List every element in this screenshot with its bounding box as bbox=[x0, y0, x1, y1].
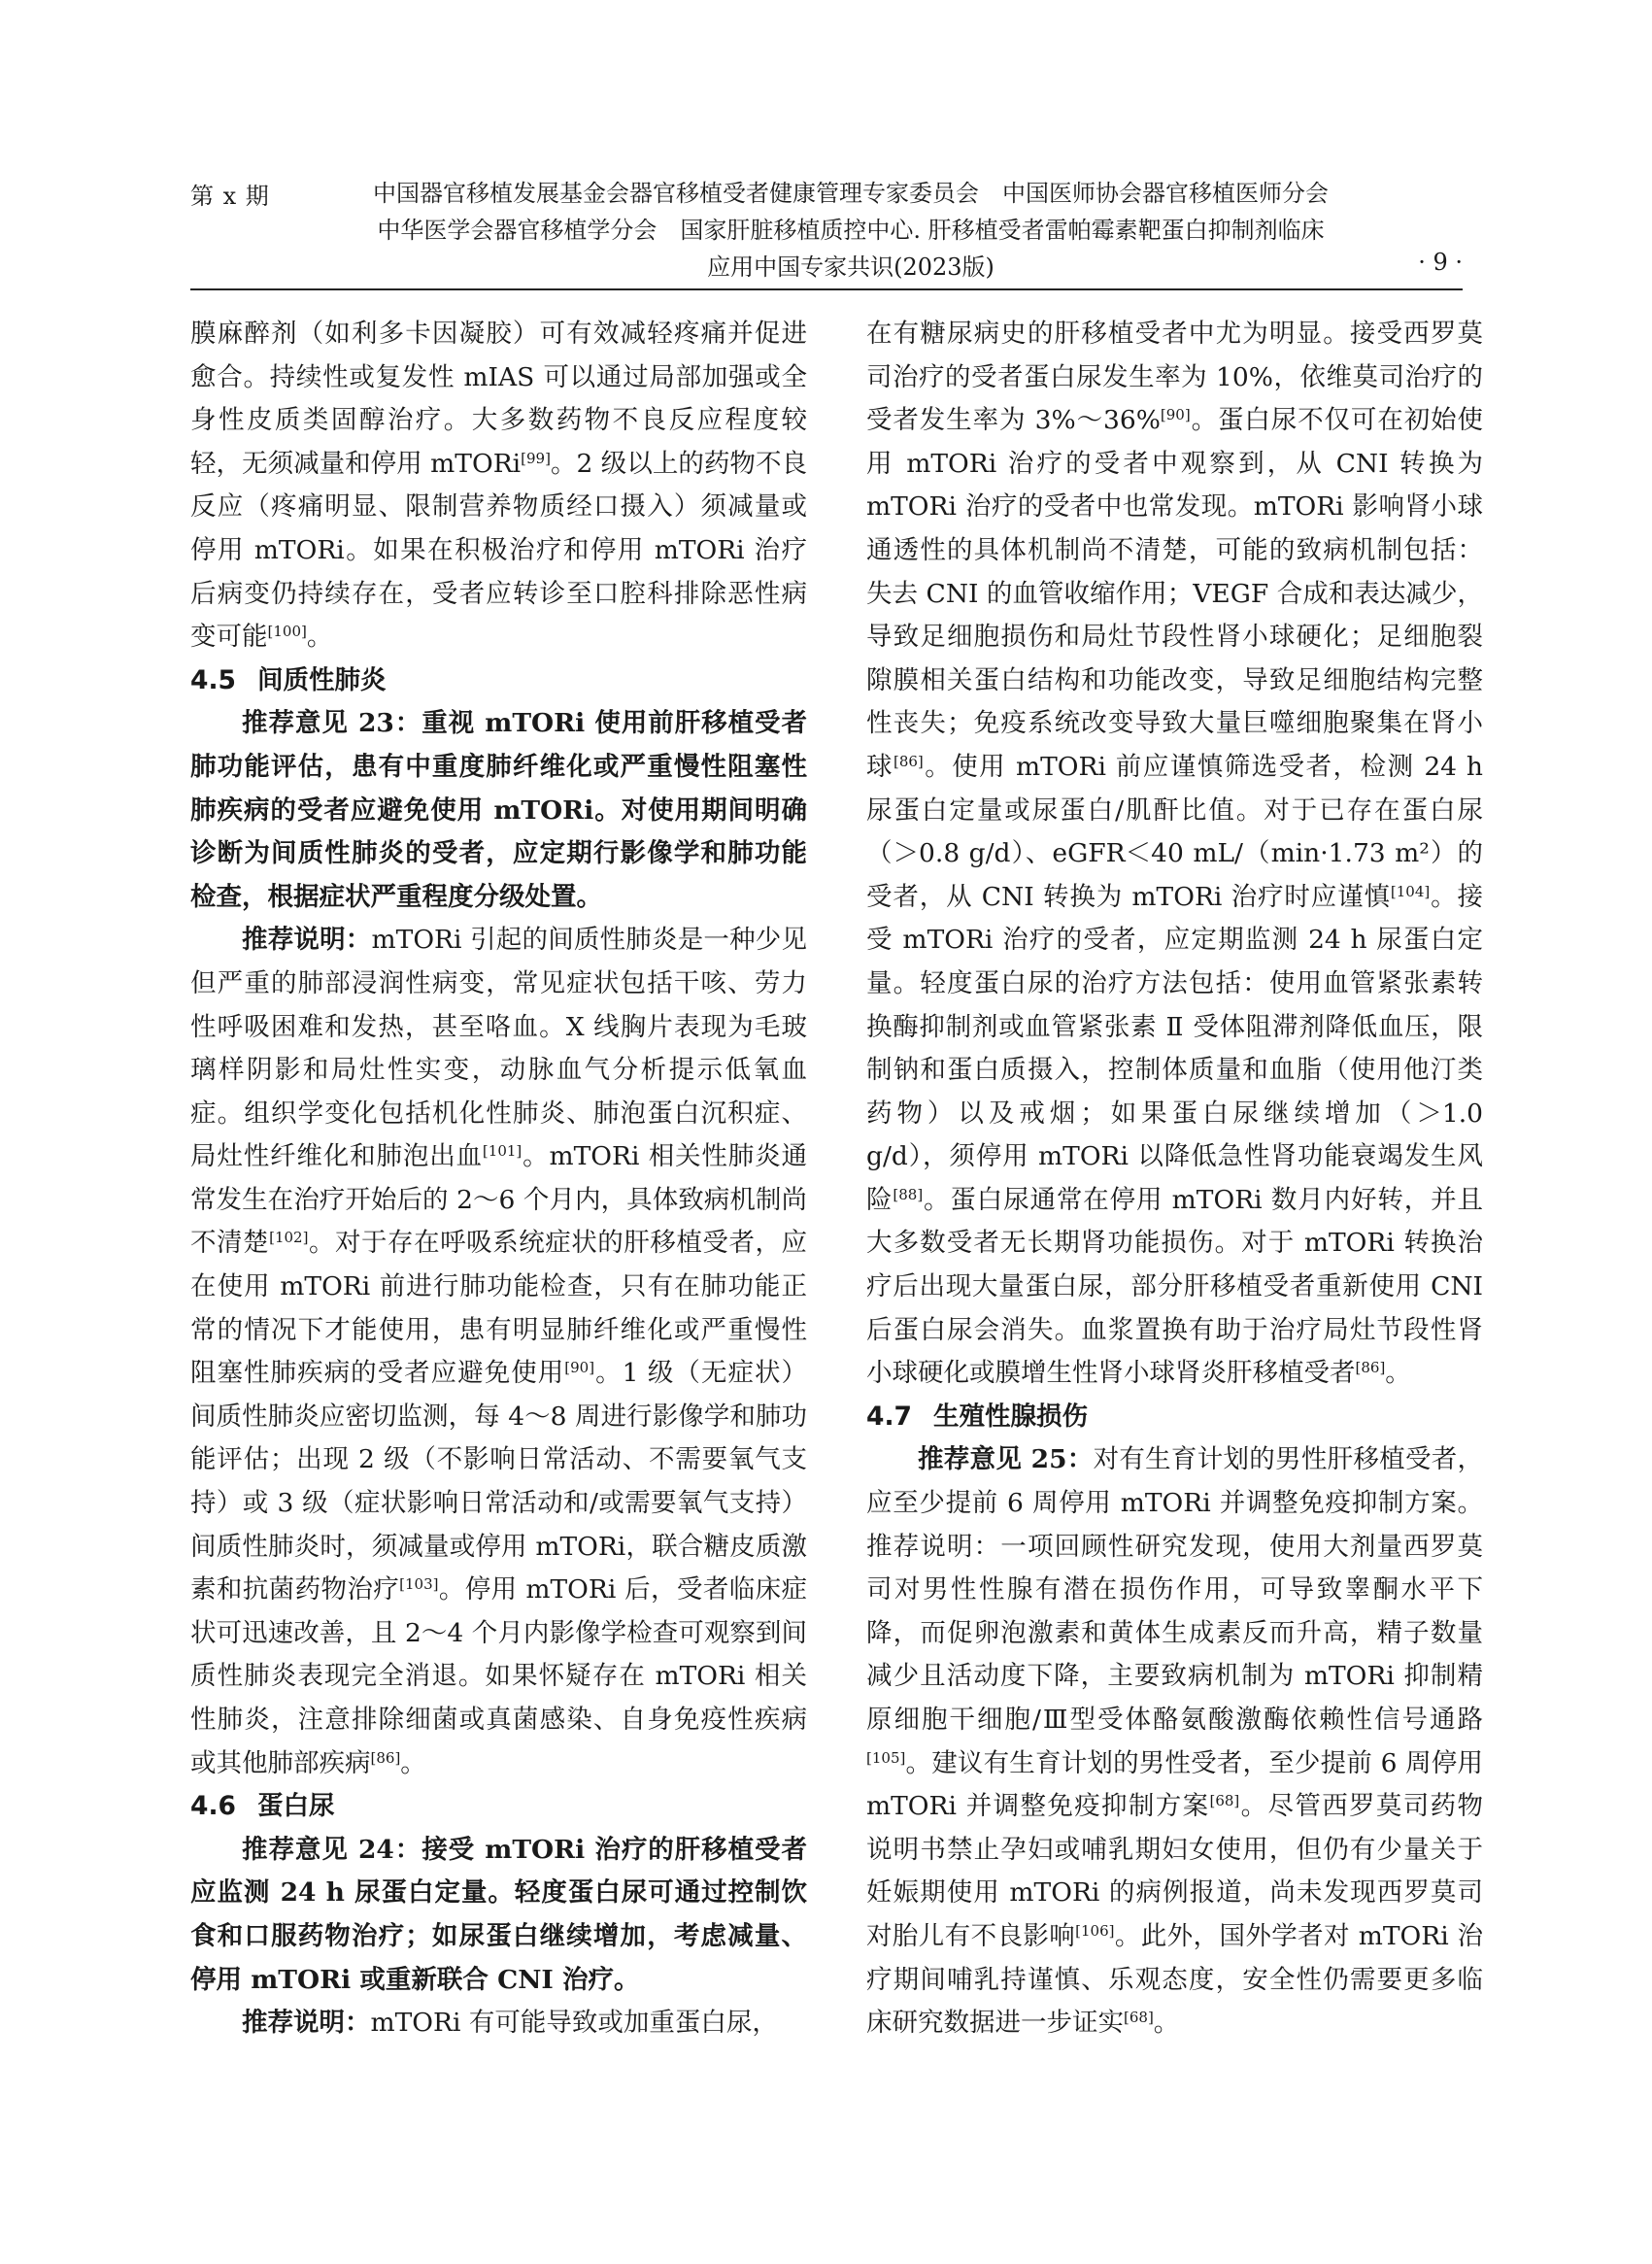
body-text: 。蛋白尿通常在停用 mTORi 数月内好转，并且大多数受者无长期肾功能损伤。对于 mTORi 转换治疗后出现大量蛋白尿，部分肝移植受者重新使用 CNI 后蛋白尿会消失。血浆置换有助于治疗局灶节段性肾小球硬化或膜增生性肾小球肾炎肝移植受者 bbox=[866, 1184, 1483, 1389]
body-text: 。此外，国外学者对 mTORi 治疗期间哺乳持谨慎、乐观态度，安全性仍需要更多临床研究数据进一步证实 bbox=[866, 1920, 1483, 2039]
body-text: 。接受 mTORi 治疗的受者，应定期监测 24 h 尿蛋白定量。轻度蛋白尿的治疗方法包括：使用血管紧张素转换酶抑制剂或血管紧张素 Ⅱ 受体阻滞剂降低血压，限制钠和蛋白质摄入，控制体质量和血脂（使用他汀类药物）以及戒烟；如果蛋白尿继续增加（＞1.0 g/d），须停用 mTORi 以降低急性肾功能衰竭发生风险 bbox=[866, 881, 1483, 1215]
section-heading-4-6 bbox=[190, 1785, 807, 1829]
body-text: 。mTORi 相关性肺炎通常发生在治疗开始后的 2～6 个月内，具体致病机制尚不清楚 bbox=[190, 1141, 807, 1259]
running-title-line-3: 应用中国专家共识(2023版) bbox=[707, 253, 995, 281]
citation-ref: [86] bbox=[370, 1748, 401, 1767]
right-column bbox=[866, 313, 1483, 2045]
citation-ref: [90] bbox=[564, 1359, 595, 1377]
recommendation-25 bbox=[866, 1438, 1483, 2044]
body-text: 膜麻醉剂（如利多卡因凝胶）可有效减轻疼痛并促进愈合。持续性或复发性 mIAS 可以通过局部加强或全身性皮质类固醇治疗。大多数药物不良反应程度较轻，无须减量和停用 mTORi bbox=[190, 319, 807, 479]
citation-ref: [68] bbox=[1124, 2009, 1154, 2027]
section-number: 4.5 bbox=[190, 664, 236, 695]
recommendation-24 bbox=[190, 1829, 807, 2002]
citation-ref: [104] bbox=[1390, 882, 1431, 900]
recommendation-23 bbox=[190, 702, 807, 919]
recommendation-label: 推荐意见 23： bbox=[242, 708, 422, 739]
running-title-line-2: 中华医学会器官移植学分会 国家肝脏移植质控中心. 肝移植受者雷帕霉素靶蛋白抑制剂临床 bbox=[377, 217, 1325, 244]
section-heading-4-5 bbox=[190, 659, 807, 703]
citation-ref: [105] bbox=[866, 1748, 906, 1767]
body-text: mTORi 有可能导致或加重蛋白尿， bbox=[370, 2008, 778, 2039]
body-text: 。使用 mTORi 前应谨慎筛选受者，检测 24 h 尿蛋白定量或尿蛋白/肌酐比值。对于已存在蛋白尿（＞0.8 g/d）、eGFR＜40 mL/（min·1.73 m²）的受者，从 CNI 转换为 mTORi 治疗时应谨慎 bbox=[866, 751, 1483, 912]
page-number: · 9 · bbox=[1418, 249, 1463, 276]
paragraph-continued bbox=[190, 313, 807, 659]
section-heading-4-7 bbox=[866, 1396, 1483, 1439]
citation-ref: [68] bbox=[1209, 1792, 1240, 1810]
citation-ref: [100] bbox=[267, 623, 307, 641]
body-text: 在有糖尿病史的肝移植受者中尤为明显。接受西罗莫司治疗的受者蛋白尿发生率为 10%，依维莫司治疗的受者发生率为 3%～36% bbox=[866, 319, 1483, 436]
body-text: 。2 级以上的药物不良反应（疼痛明显、限制营养物质经口摄入）须减量或停用 mTORi。如果在积极治疗和停用 mTORi 治疗后病变仍持续存在，受者应转诊至口腔科排除恶性病变可能 bbox=[190, 448, 807, 653]
explanation-label: 推荐说明： bbox=[242, 925, 372, 956]
recommendation-label: 推荐意见 25： bbox=[918, 1444, 1094, 1475]
citation-ref: [86] bbox=[893, 752, 924, 770]
body-text: 。尽管西罗莫司药物说明书禁止孕妇或哺乳期妇女使用，但仍有少量关于妊娠期使用 mTORi 的病例报道，尚未发现西罗莫司对胎儿有不良影响 bbox=[866, 1791, 1483, 1951]
running-title bbox=[346, 175, 1356, 286]
explanation-23 bbox=[190, 919, 807, 1785]
body-text: 。1 级（无症状）间质性肺炎应密切监测，每 4～8 周进行影像学和肺功能评估；出现 2 级（不影响日常活动、不需要氧气支持）或 3 级（症状影响日常活动和/或需要氧气支持）间质性肺炎时，须减量或停用 mTORi，联合糖皮质激素和抗菌药物治疗 bbox=[190, 1358, 807, 1605]
body-text: mTORi 引起的间质性肺炎是一种少见但严重的肺部浸润性病变，常见症状包括干咳、劳力性呼吸困难和发热，甚至咯血。X 线胸片表现为毛玻璃样阴影和局灶性实变，动脉血气分析提示低氧血症。组织学变化包括机化性肺炎、肺泡蛋白沉积症、局灶性纤维化和肺泡出血 bbox=[190, 925, 808, 1172]
body-text: 。停用 mTORi 后，受者临床症状可迅速改善，且 2～4 个月内影像学检查可观察到间质性肺炎表现完全消退。如果怀疑存在 mTORi 相关性肺炎，注意排除细菌或真菌感染、自身免疫性疾病或其他肺部疾病 bbox=[190, 1574, 807, 1778]
citation-ref: [90] bbox=[1160, 406, 1191, 424]
recommendation-label: 推荐意见 24： bbox=[242, 1834, 422, 1865]
section-number: 4.7 bbox=[866, 1401, 912, 1432]
section-title: 生殖性腺损伤 bbox=[932, 1401, 1088, 1432]
left-column bbox=[190, 313, 807, 2045]
recommendation-text: 重视 mTORi 使用前肝移植受者肺功能评估，患有中重度肺纤维化或严重慢性阻塞性肺疾病的受者应避免使用 mTORi。对使用期间明确诊断为间质性肺炎的受者，应定期行影像学和肺功能检查，根据症状严重程度分级处置。 bbox=[190, 708, 807, 912]
header-rule bbox=[190, 288, 1463, 290]
section-title: 蛋白尿 bbox=[256, 1791, 335, 1822]
body-text: 对有生育计划的男性肝移植受者，应至少提前 6 周停用 mTORi 并调整免疫抑制方案。推荐说明：一项回顾性研究发现，使用大剂量西罗莫司对男性性腺有潜在损伤作用，可导致睾酮水平下降，而促卵泡激素和黄体生成素反而升高，精子数量减少且活动度下降，主要致病机制为 mTORi 抑制精原细胞干细胞/Ⅲ型受体酪氨酸激酶依赖性信号通路 bbox=[866, 1444, 1484, 1735]
body-text: 。 bbox=[400, 1747, 426, 1778]
body-text: 。 bbox=[306, 622, 333, 653]
citation-ref: [103] bbox=[399, 1575, 439, 1594]
citation-ref: [106] bbox=[1075, 1921, 1115, 1940]
section-title: 间质性肺炎 bbox=[256, 664, 387, 695]
body-text: 。蛋白尿不仅可在初始使用 mTORi 治疗的受者中观察到，从 CNI 转换为 mTORi 治疗的受者中也常发现。mTORi 影响肾小球通透性的具体机制尚不清楚，可能的致病机制包括：失去 CNI 的血管收缩作用；VEGF 合成和表达减少，导致足细胞损伤和局灶节段性肾小球硬化；足细胞裂隙膜相关蛋白结构和功能改变，导致足细胞结构完整性丧失；免疫系统改变导致大量巨噬细胞聚集在肾小球 bbox=[866, 405, 1483, 782]
issue-label: 第 x 期 bbox=[190, 183, 270, 210]
section-number: 4.6 bbox=[190, 1791, 236, 1822]
running-header bbox=[190, 163, 1463, 289]
running-title-line-1: 中国器官移植发展基金会器官移植受者健康管理专家委员会 中国医师协会器官移植医师分会 bbox=[373, 180, 1329, 207]
paragraph-continued bbox=[866, 313, 1483, 1396]
body-text: 。对于存在呼吸系统症状的肝移植受者，应在使用 mTORi 前进行肺功能检查，只有在肺功能正常的情况下才能使用，患有明显肺纤维化或严重慢性阻塞性肺疾病的受者应避免使用 bbox=[190, 1228, 808, 1389]
explanation-24 bbox=[190, 2002, 807, 2045]
citation-ref: [88] bbox=[893, 1185, 924, 1203]
recommendation-text: 接受 mTORi 治疗的肝移植受者应监测 24 h 尿蛋白定量。轻度蛋白尿可通过控制饮食和口服药物治疗；如尿蛋白继续增加，考虑减量、停用 mTORi 或重新联合 CNI 治疗。 bbox=[190, 1834, 807, 1995]
citation-ref: [86] bbox=[1355, 1359, 1386, 1377]
body-text: 。 bbox=[1385, 1358, 1411, 1389]
citation-ref: [99] bbox=[521, 449, 551, 467]
body-text: 。建议有生育计划的男性受者，至少提前 6 周停用 mTORi 并调整免疫抑制方案 bbox=[866, 1747, 1483, 1822]
body-text: 。 bbox=[1153, 2008, 1180, 2039]
citation-ref: [102] bbox=[269, 1229, 309, 1247]
citation-ref: [101] bbox=[482, 1142, 523, 1161]
explanation-label: 推荐说明： bbox=[242, 2008, 371, 2039]
